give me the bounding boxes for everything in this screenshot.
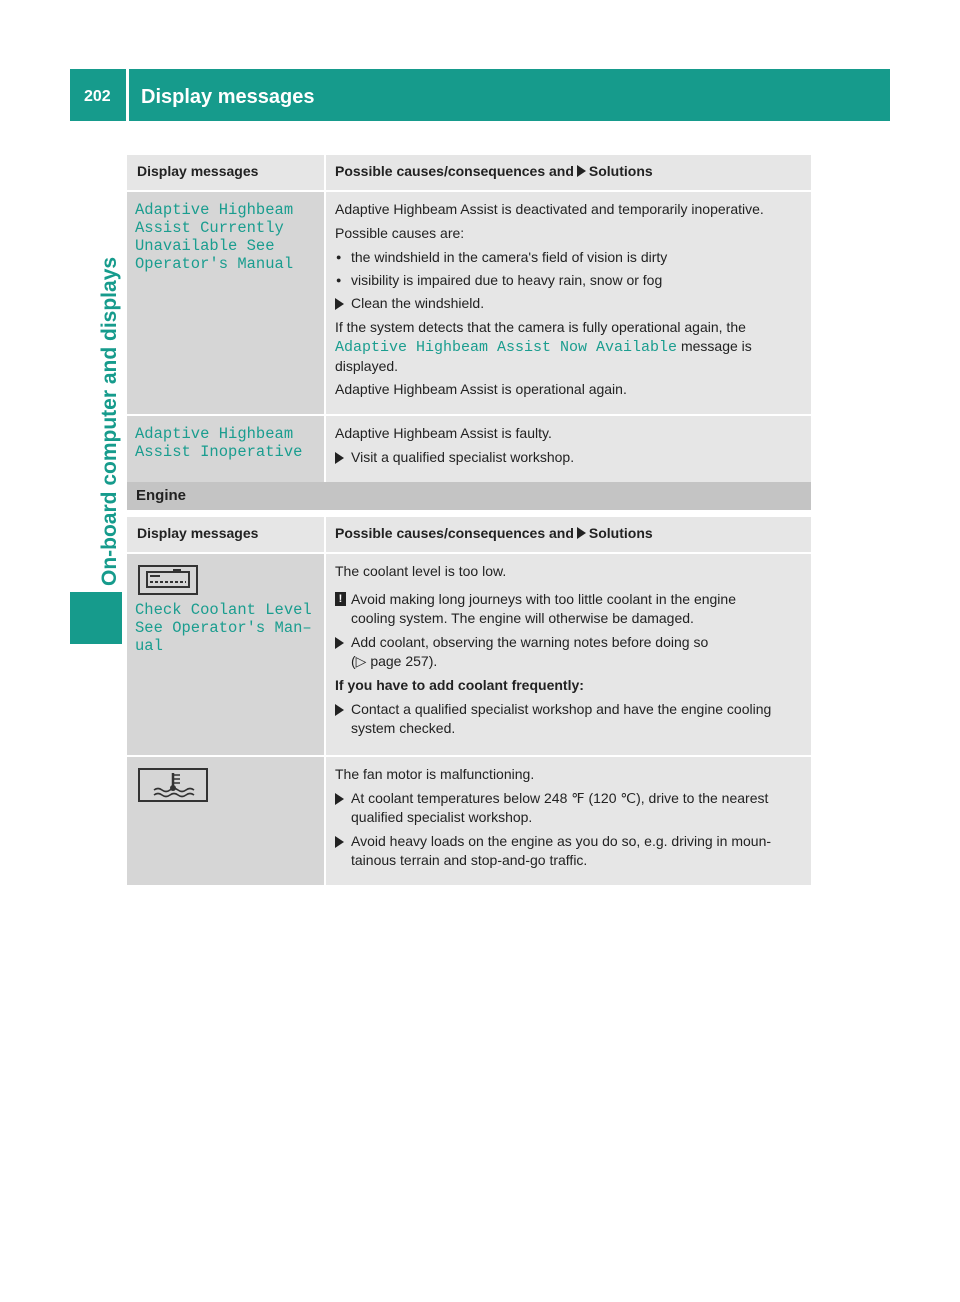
text: The coolant level is too low. — [335, 563, 507, 579]
coolant-temperature-icon — [138, 768, 208, 802]
text: Possible causes are: — [335, 225, 465, 241]
action-item — [335, 700, 805, 738]
col-header-causes — [324, 517, 811, 552]
table-row — [127, 552, 811, 755]
action-arrow-icon — [577, 165, 586, 177]
warning-item — [335, 590, 805, 628]
page-title: Display messages — [141, 86, 315, 108]
table-header-row — [127, 155, 811, 190]
warning-text: Avoid making long journeys with too little coolant in the engine — [351, 591, 736, 607]
col-header-messages: Display messages — [127, 517, 324, 552]
action-item — [335, 832, 805, 870]
action-text: tainous terrain and stop-and-go traffic. — [351, 852, 588, 868]
col-header-messages: Display messages — [127, 155, 324, 190]
message-line: Assist Inoperative — [135, 443, 303, 461]
message-line: Assist Currently — [135, 219, 284, 237]
message-code: Adaptive Highbeam Assist Now Available — [335, 339, 678, 356]
action-item — [335, 633, 805, 671]
message-cell — [127, 414, 324, 482]
message-line: ual — [135, 637, 163, 655]
table-header-row — [127, 517, 811, 552]
solution-cell — [324, 755, 811, 885]
table-row — [127, 414, 811, 482]
text — [335, 318, 805, 376]
action-arrow-icon — [335, 452, 344, 464]
action-text: qualified specialist workshop. — [351, 809, 533, 825]
section-title: Engine — [136, 487, 187, 504]
action-arrow-icon — [335, 836, 344, 848]
col-header-causes-text: Possible causes/consequences and — [335, 163, 574, 179]
action-text: system checked. — [351, 720, 456, 736]
message-line: Adaptive Highbeam — [135, 201, 294, 219]
solution-cell — [324, 552, 811, 755]
col-header-causes-text: Possible causes/consequences and — [335, 525, 574, 541]
list-item: ● visibility is impaired due to heavy rain, snow or fog — [335, 271, 805, 290]
list-item: ● the windshield in the camera's field of vision is dirty — [335, 248, 805, 267]
action-arrow-icon — [335, 637, 344, 649]
action-arrow-icon — [335, 704, 344, 716]
action-arrow-icon — [577, 527, 586, 539]
message-cell — [127, 552, 324, 755]
text: Adaptive Highbeam Assist is deactivated and temporarily inoperative. — [335, 201, 764, 217]
coolant-level-icon — [138, 565, 198, 595]
page-number: 202 — [84, 88, 111, 105]
action-text: Visit a qualified specialist workshop. — [351, 449, 575, 465]
message-line: Adaptive Highbeam — [135, 425, 294, 443]
text: Adaptive Highbeam Assist is operational again. — [335, 381, 627, 397]
side-tab-marker — [70, 592, 122, 644]
text: Adaptive Highbeam Assist is faulty. — [335, 425, 552, 441]
page-reference-link[interactable]: (▷ page 257). — [351, 653, 438, 669]
table-row — [127, 190, 811, 414]
message-line: Operator's Manual — [135, 255, 294, 273]
message-line: Unavailable See — [135, 237, 275, 255]
warning-icon: ! — [335, 592, 346, 606]
message-line: Check Coolant Level — [135, 601, 312, 619]
table-row — [127, 755, 811, 885]
message-cell — [127, 190, 324, 414]
action-arrow-icon — [335, 298, 344, 310]
message-cell — [127, 755, 324, 885]
solution-cell — [324, 190, 811, 414]
action-text: At coolant temperatures below 248 ℉ (120 ℃), drive to the nearest — [351, 790, 769, 806]
text-part: message is displayed. — [335, 338, 752, 374]
display-messages-table — [127, 155, 811, 482]
section-bar — [127, 482, 811, 510]
text: The fan motor is malfunctioning. — [335, 766, 535, 782]
action-item — [335, 789, 805, 827]
text-part: If the system detects that the camera is fully operational again, the — [335, 319, 746, 335]
action-text: Add coolant, observing the warning notes before doing so — [351, 634, 709, 650]
side-tab-label: On-board computer and displays — [98, 256, 121, 586]
action-item — [335, 294, 805, 313]
col-header-solutions-text: Solutions — [588, 163, 653, 179]
col-header-causes — [324, 155, 811, 190]
engine-messages-table — [127, 517, 811, 885]
subheading: If you have to add coolant frequently: — [335, 677, 584, 693]
solution-cell — [324, 414, 811, 482]
header-divider — [126, 69, 129, 121]
action-arrow-icon — [335, 793, 344, 805]
action-text: Avoid heavy loads on the engine as you do so, e.g. driving in moun- — [351, 833, 772, 849]
col-header-solutions-text: Solutions — [588, 525, 653, 541]
action-text: Clean the windshield. — [351, 295, 485, 311]
message-line: See Operator's Man– — [135, 619, 312, 637]
warning-text: cooling system. The engine will otherwise be damaged. — [351, 610, 694, 626]
action-text: Contact a qualified specialist workshop and have the engine cooling — [351, 701, 772, 717]
action-item — [335, 448, 805, 467]
